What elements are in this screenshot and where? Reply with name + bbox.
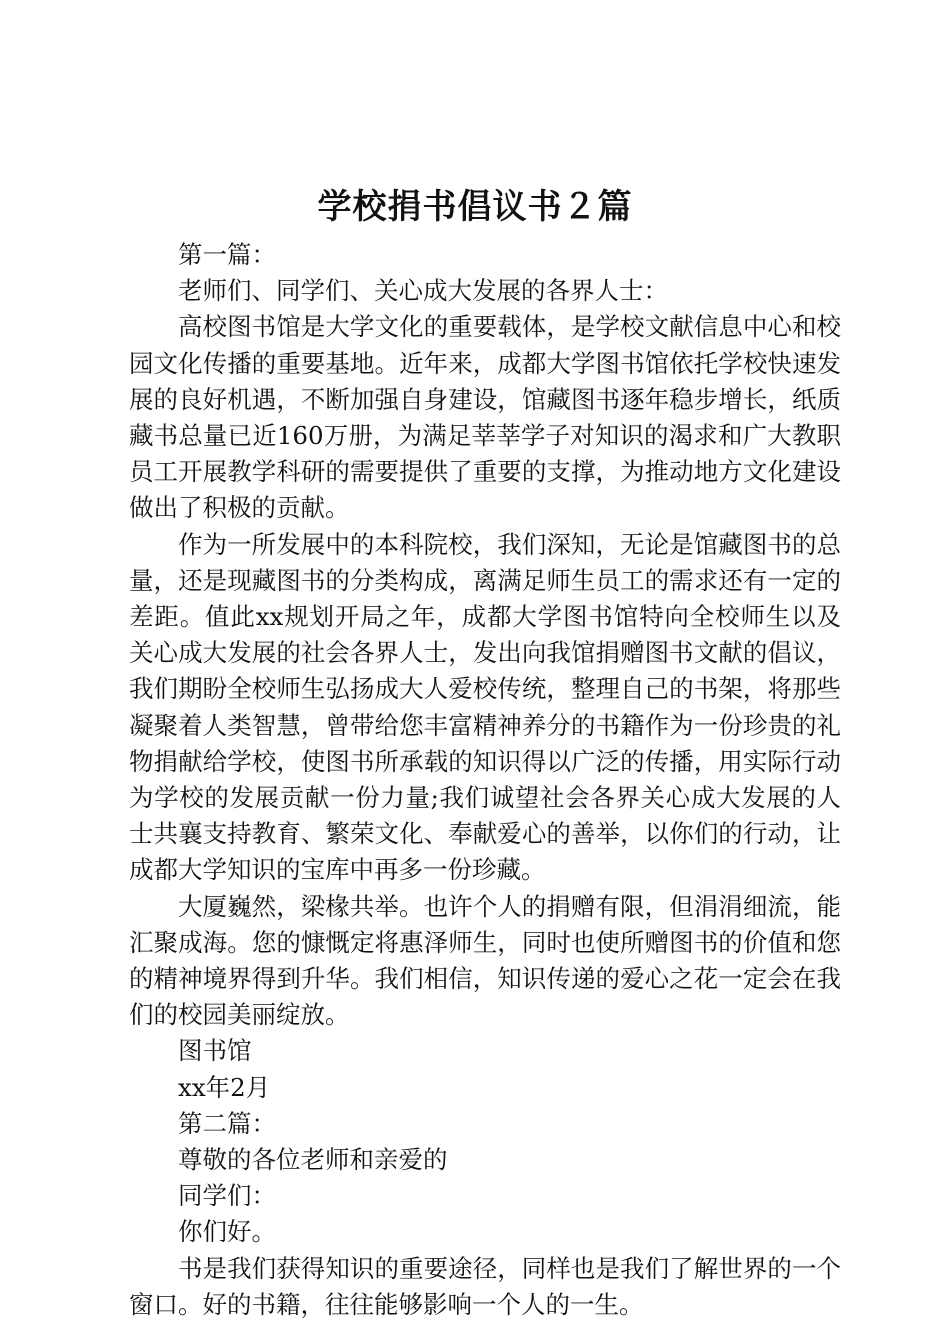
document-body bbox=[129, 237, 841, 1323]
section-heading-2: 第二篇： bbox=[178, 1108, 276, 1138]
greeting: 你们好。 bbox=[178, 1217, 276, 1247]
body-paragraph: 高校图书馆是大学文化的重要载体，是学校文献信息中心和校园文化传播的重要基地。近年来，成都大学图书馆依托学校快速发展的良好机遇，不断加强自身建设，馆藏图书逐年稳步增长，纸质藏书总量已近160万册，为满足莘莘学子对知识的渴求和广大教职员工开展教学科研的需要提供了重要的支撑，为推动地方文化建设做出了积极的贡献。 bbox=[129, 312, 841, 523]
signature: 图书馆 bbox=[178, 1036, 252, 1066]
body-paragraph: 大厦巍然，梁椽共举。也许个人的捐赠有限，但涓涓细流，能汇聚成海。您的慷慨定将惠泽师生，同时也使所赠图书的价值和您的精神境界得到升华。我们相信，知识传递的爱心之花一定会在我们的校园美丽绽放。 bbox=[129, 891, 841, 1030]
salutation-2: 尊敬的各位老师和亲爱的 bbox=[178, 1145, 448, 1175]
document-title: 学校捐书倡议书２篇 bbox=[317, 187, 633, 227]
salutation-1: 老师们、同学们、关心成大发展的各界人士： bbox=[178, 276, 668, 306]
section-heading-1: 第一篇： bbox=[178, 240, 276, 269]
body-paragraph: 书是我们获得知识的重要途径，同样也是我们了解世界的一个窗口。好的书籍，往往能够影响一个人的一生。 bbox=[129, 1253, 841, 1319]
date-line: xx年2月 bbox=[178, 1072, 271, 1102]
salutation-2-continued: 同学们： bbox=[178, 1181, 276, 1211]
body-paragraph: 作为一所发展中的本科院校，我们深知，无论是馆藏图书的总量，还是现藏图书的分类构成，离满足师生员工的需求还有一定的差距。值此xx规划开局之年，成都大学图书馆特向全校师生以及关心成大发展的社会各界人士，发出向我馆捐赠图书文献的倡议，我们期盼全校师生弘扬成大人爱校传统，整理自己的书架，将那些凝聚着人类智慧，曾带给您丰富精神养分的书籍作为一份珍贵的礼物捐献给学校，使图书所承载的知识得以广泛的传播，用实际行动为学校的发展贡献一份力量;我们诚望社会各界关心成大发展的人士共襄支持教育、繁荣文化、奉献爱心的善举，以你们的行动，让成都大学知识的宝库中再多一份珍藏。 bbox=[129, 529, 841, 885]
